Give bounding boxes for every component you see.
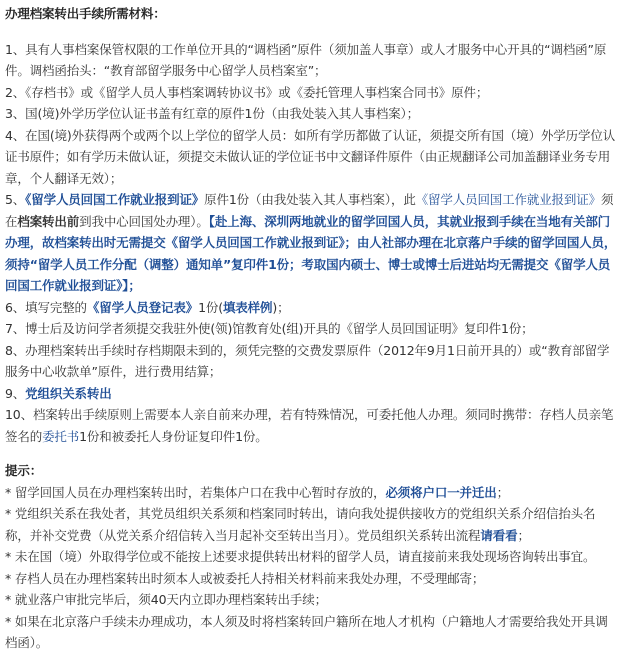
before-transfer-emphasis: 档案转出前: [17, 213, 80, 229]
list-item-5-number: 5、: [5, 192, 26, 207]
list-item-5-text-2: 须在: [5, 192, 614, 229]
form-sample-link[interactable]: 填表样例: [222, 299, 273, 315]
employment-report-certificate-link-2[interactable]: 《留学人员回国工作就业报到证》: [415, 192, 601, 207]
list-item-6-text-3: )；: [272, 299, 290, 315]
list-item-2: 2、《存档书》或《留学人员人事档案调转协议书》或《委托管理人事档案合同书》原件；: [5, 84, 489, 100]
tip-item-2: [5, 503, 619, 546]
tip-2-text-2: ；: [517, 527, 530, 543]
list-item-6-text-2: 1份(: [198, 299, 223, 315]
list-item-5-note: 【赴上海、深圳两地就业的留学回国人员，其就业报到手续在当地有关部门办理，故档案转出时无需提交《留学人员回国工作就业报到证》；由人社部办理在北京落户手续的留学回国人员，须持“留学人员工作分配（调整）通知单”复印件1份；考取国内硕士、博士或博士后进站均无需提交《留学人员回国工作就业报到证》】；: [5, 213, 617, 293]
list-item-5-text-3: 到我中心回国处办理）。: [79, 213, 209, 229]
tip-item-6: * 如果在北京落户手续未办理成功，本人须及时将档案转回户籍所在地人才机构（户籍地人才需要给我处开具调档函）。: [5, 613, 608, 650]
list-item-10-text-2: 1份和被委托人身份证复印件1份。: [79, 428, 268, 444]
registration-form-link[interactable]: 《留学人员登记表》: [86, 299, 199, 315]
list-item-6: [5, 297, 619, 319]
list-item-4: 4、在国(境)外获得两个或两个以上学位的留学人员：如所有学历都做了认证，须提交所有国（境）外学历学位认证书原件；如有学历未做认证，须提交未做认证的学位证书中文翻译件原件（由正规翻译公司加盖翻译业务专用章，个人翻译无效）；: [5, 127, 616, 186]
tip-2-text-1: * 党组织关系在我处者，其党员组织关系须和档案同时转出，请向我处提供接收方的党组织关系介绍信抬头名称，并补交党费（从党关系介绍信转入当月起补交至转出当月）。党员组织关系转出流程: [5, 506, 596, 543]
power-of-attorney-link[interactable]: 委托书: [42, 428, 80, 444]
tips-title: 提示：: [5, 463, 43, 478]
employment-report-certificate-link[interactable]: 《留学人员回国工作就业报到证》: [25, 192, 205, 207]
list-item-10: [5, 404, 619, 447]
tip-1-text-2: ；: [496, 484, 509, 500]
list-item-9: [5, 383, 619, 405]
tip-item-5: * 就业落户审批完毕后，须40天内立即办理档案转出手续；: [5, 592, 327, 607]
list-item-8: 8、办理档案转出手续时存档期限未到的，须凭完整的交费发票原件（2012年9月1日前开具的）或“教育部留学服务中心收款单”原件，进行费用结算；: [5, 342, 610, 379]
list-item-10-text-1: 10、档案转出手续原则上需要本人亲自前来办理，若有特殊情况，可委托他人办理。须同时携带：存档人员亲笔签名的: [5, 407, 614, 444]
see-process-link[interactable]: 请看看: [480, 527, 518, 543]
party-transfer-link[interactable]: 党组织关系转出: [25, 385, 112, 401]
hukou-emphasis: 必须将户口一并迁出: [385, 484, 497, 500]
section-gap: [5, 447, 619, 460]
tip-item-3: * 未在国（境）外取得学位或不能按上述要求提供转出材料的留学人员，请直接前来我处现场咨询转出事宜。: [5, 549, 596, 564]
list-item-5: [5, 189, 619, 297]
tip-1-text-1: * 留学回国人员在办理档案转出时，若集体户口在我中心暂时存放的，: [5, 484, 386, 500]
list-item-9-number: 9、: [5, 385, 26, 401]
list-item-3: 3、国(境)外学历学位认证书盖有红章的原件1份（由我处装入其人事档案）；: [5, 106, 420, 121]
list-item-7: 7、博士后及访问学者须提交我驻外使(领)馆教育处(组)开具的《留学人员回国证明》复印件1份；: [5, 321, 534, 336]
tip-item-1: [5, 482, 619, 504]
list-item-1: 1、具有人事档案保管权限的工作单位开具的“调档函”原件（须加盖人事章）或人才服务中心开具的“调档函”原件。调档函抬头：“教育部留学服务中心留学人员档案室”；: [5, 41, 607, 78]
list-item-5-text-1: 原件1份（由我处装入其人事档案），此: [204, 192, 416, 207]
section-title: 办理档案转出手续所需材料：: [5, 6, 166, 21]
tip-item-4: * 存档人员在办理档案转出时须本人或被委托人持相关材料前来我处办理，不受理邮寄；: [5, 570, 485, 586]
list-item-6-text-1: 6、填写完整的: [5, 299, 87, 315]
